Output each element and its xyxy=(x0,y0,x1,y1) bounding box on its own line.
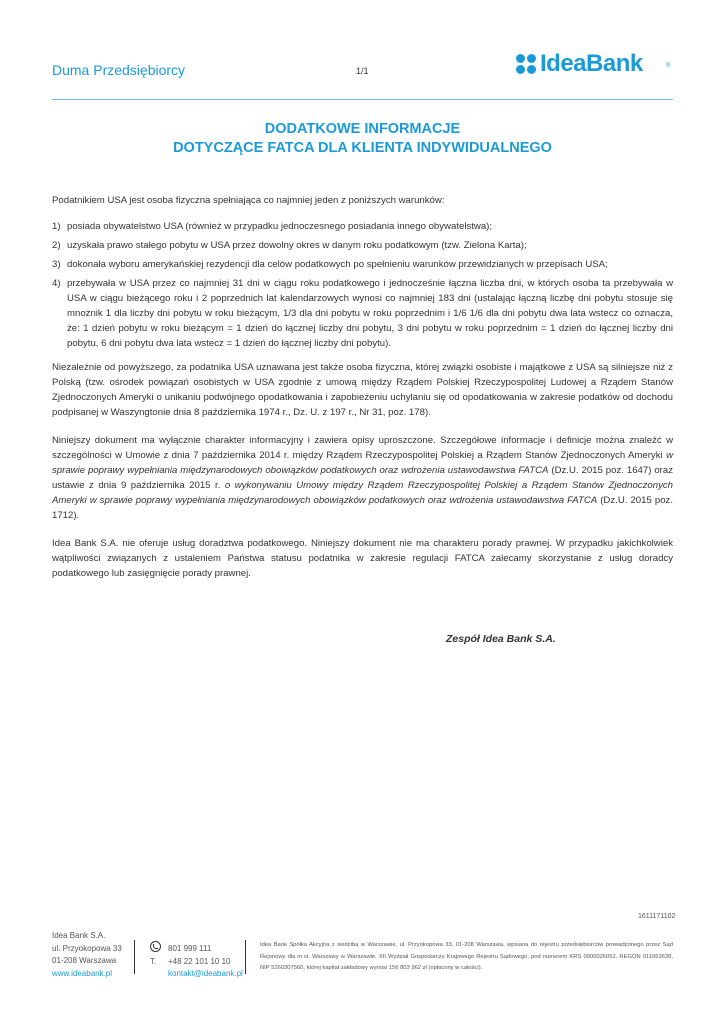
signature: Zespół Idea Bank S.A. xyxy=(446,633,556,645)
footer-street: ul. Przyokopowa 33 xyxy=(52,943,122,953)
list-item xyxy=(52,219,673,234)
intro-paragraph: Podatnikiem USA jest osoba fizyczna spełniająca co najmniej jeden z poniższych warunków: xyxy=(52,195,445,206)
logo-registered-mark: ® xyxy=(666,63,671,69)
footer-tel-label: T. xyxy=(150,956,157,966)
phone-icon xyxy=(150,941,161,952)
footer-email-link[interactable]: kontakt@ideabank.pl xyxy=(168,969,243,978)
footer-company: Idea Bank S.A. xyxy=(52,931,106,940)
list-item-text: przebywała w USA przez co najmniej 31 dni w ciągu roku podatkowego i jednocześnie łączna liczba dni, w których osoba ta przebywała w USA w ciągu bieżącego roku i 2 poprzednich lat kalendarzowych wynosi co najmniej 183 dni (ustalając łączną liczbę dni pobytu stosuje się mnożnik 1 dla liczby dni pobytu w roku bieżącym, 1/3 dla dni pobytu w roku poprzednim i 1/6 1/6 dla dni pobytu dwa lata wstecz co oznacza, że: 1 dzień pobytu w roku bieżącym = 1 dzień do łącznej liczby dni pobytu, 3 dni pobytu w roku poprzednim = 1 dzień do łącznej liczby dni pobytu, 6 dni pobytu dwa lata wstecz = 1 dzień do łącznej liczby dni pobytu). xyxy=(67,278,673,349)
logo-wordmark: IdeaBank xyxy=(540,50,643,77)
advice-paragraph: Idea Bank S.A. nie oferuje usług doradztwa podatkowego. Niniejszy dokument nie ma charakteru porady prawnej. W przypadku jakichkolwiek wątpliwości związanych z ustaleniem Państwa statusu podatnika w zakresie regulacji FATCA zalecamy skorzystanie z usług doradcy podatkowego lub zasięgnięcie porady prawnej. xyxy=(52,538,673,579)
informational-paragraph xyxy=(52,433,673,523)
list-item-number: 4) xyxy=(52,278,61,289)
footer-phone: 801 999 111 xyxy=(168,944,212,953)
list-item-text: dokonała wyboru amerykańskiej rezydencji dla celów podatkowych po spełnieniu warunków przewidzianych w przepisach USA; xyxy=(67,259,608,270)
footer-tel: +48 22 101 10 10 xyxy=(168,956,231,966)
header-tagline: Duma Przedsiębiorcy xyxy=(52,62,186,78)
footer-city: 01-208 Warszawa xyxy=(52,956,117,965)
logo-dots-icon xyxy=(516,54,538,76)
title-line-1: DODATKOWE INFORMACJE xyxy=(264,121,461,137)
footer-contact xyxy=(150,940,243,981)
list-item xyxy=(52,257,673,272)
informational-text-1: Niniejszy dokument ma wyłącznie charakter informacyjny i zawiera opisy uproszczone. Szczegółowe informacje i definicje można znaleźć w szczególności w Umowie z dnia 7 października 2014 r. między Rządem Rzeczypospolitej Polskiej a Rządem Stanów Zjednoczonych Ameryki xyxy=(52,435,673,461)
list-item-number: 2) xyxy=(52,240,61,251)
list-item-text: posiada obywatelstwo USA (również w przypadku jednoczesnego posiadania innego obywatelstwa); xyxy=(67,221,493,232)
list-item-number: 1) xyxy=(52,221,61,232)
footer-divider-2 xyxy=(245,940,246,974)
document-body xyxy=(52,193,673,594)
document-title xyxy=(52,120,673,158)
idea-bank-logo xyxy=(516,52,676,78)
informational-text-2: (Dz.U. 2015 poz. 1647) oraz ustawie z dnia 9 października 2015 r. xyxy=(52,465,673,491)
regardless-paragraph: Niezależnie od powyższego, za podatnika USA uznawana jest także osoba fizyczna, której związki osobiste i majątkowe z USA są silniejsze niż z Polską (tzw. ośrodek powiązań osobistych w USA zgodnie z umową między Rządem Polskiej Rzeczypospolitej Ludowej a Rządem Stanów Zjednoczonych Ameryki o unikaniu podwójnego opodatkowania i zapobieżeniu uchylaniu się od opodatkowania w zakresie podatków od dochodu podpisanej w Waszyngtonie dnia 8 października 1974 r., Dz. U. z 197 r., Nr 31, poz. 178). xyxy=(52,362,673,418)
informational-text-3: (Dz.U. 2015 poz. 1712). xyxy=(52,495,673,521)
informational-italic-1: w sprawie poprawy wypełniania międzynarodowych obowiązków podatkowych oraz wdrożenia ustawodawstwa FATCA xyxy=(52,450,673,476)
informational-italic-2: o wykonywaniu Umowy między Rządem Rzeczypospolitej Polskiej a Rządem Stanów Zjednoczonych Ameryki w sprawie poprawy wypełniania międzynarodowych obowiązków podatkowych oraz wdrożenia ustawodawstwa FATCA xyxy=(52,480,673,506)
document-code: 1611171102 xyxy=(638,913,676,920)
conditions-list xyxy=(52,219,673,351)
list-item xyxy=(52,276,673,351)
footer-address xyxy=(52,930,122,980)
footer-website-link[interactable]: www.ideabank.pl xyxy=(52,968,113,978)
header-divider xyxy=(52,99,673,100)
title-line-2: DOTYCZĄCE FATCA DLA KLIENTA INDYWIDUALNEGO xyxy=(173,140,552,156)
list-item-number: 3) xyxy=(52,259,61,270)
footer-legal-text: Idea Bank Spółka Akcyjna z siedzibą w Warszawie, ul. Przyokopowa 33, 01-208 Warszawa, wpisana do rejestru przedsiębiorców prowadzonego przez Sąd Rejonowy dla m.st. Warszawy w Warszawie, XII Wydział Gospodarczy Krajowego Rejestru Sądowego, pod numerem KRS 0000026052, REGON 011063638, NIP 5260307560, której kapitał zakładowy wynosi 156 803 962 zł (opłacony w całości). xyxy=(260,942,673,971)
footer-divider-1 xyxy=(134,940,135,974)
list-item-text: uzyskała prawo stałego pobytu w USA przez dowolny okres w danym roku podatkowym (tzw. Zielona Karta); xyxy=(67,240,527,251)
list-item xyxy=(52,238,673,253)
page-number: 1/1 xyxy=(356,66,369,76)
